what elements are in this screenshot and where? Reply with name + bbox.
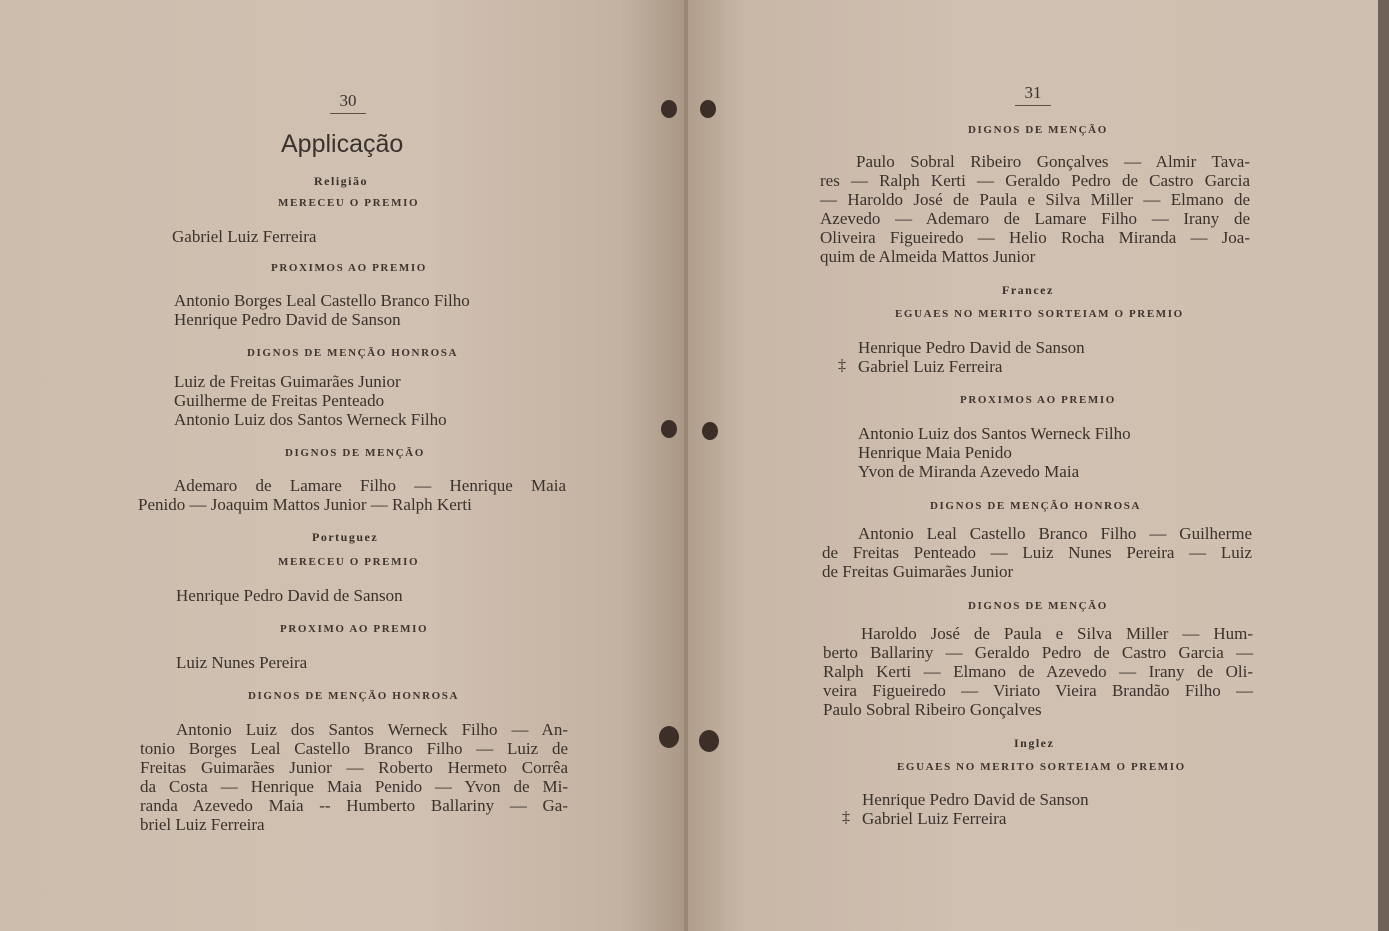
subject-heading: Portuguez	[312, 530, 379, 544]
name-line: Antonio Luiz dos Santos Werneck Filho	[858, 424, 1131, 443]
subject-heading: Inglez	[1014, 736, 1055, 750]
subject-heading: Francez	[1002, 283, 1054, 297]
binding-hole	[700, 100, 716, 118]
caption: PROXIMO AO PREMIO	[280, 623, 429, 635]
name-line: Gabriel Luiz Ferreira	[862, 809, 1007, 828]
page-number: 31	[1003, 83, 1063, 106]
caption: EGUAES NO MERITO SORTEIAM O PREMIO	[895, 308, 1184, 320]
name-line: Luiz Nunes Pereira	[176, 653, 308, 672]
paragraph: Ademaro de Lamare Filho — Henrique Maia Penido — Joaquim Mattos Junior — Ralph Kerti	[138, 476, 566, 514]
caption: MERECEU O PREMIO	[278, 197, 420, 209]
name-line: Luiz de Freitas Guimarães Junior	[174, 372, 401, 391]
caption: DIGNOS DE MENÇÃO HONROSA	[247, 347, 459, 359]
name-line: Henrique Pedro David de Sanson	[858, 338, 1085, 357]
page-title: Applicação	[281, 130, 404, 158]
right-page	[688, 0, 1378, 931]
caption: MERECEU O PREMIO	[278, 556, 420, 568]
name-line: Antonio Borges Leal Castello Branco Filho	[174, 291, 470, 310]
caption: PROXIMOS AO PREMIO	[271, 262, 427, 274]
name-line: Henrique Maia Penido	[858, 443, 1012, 462]
binding-hole	[661, 100, 677, 118]
name-line: Guilherme de Freitas Penteado	[174, 391, 385, 410]
name-line: Henrique Pedro David de Sanson	[174, 310, 401, 329]
name-line: Henrique Pedro David de Sanson	[176, 586, 403, 605]
paragraph: Haroldo José de Paula e Silva Miller — Hum- berto Ballariny — Geraldo Pedro de Castro Garcia — Ralph Kerti — Elmano de Azevedo — Irany de Oli- veira Figueiredo — Viriato Vieira Brandão Filho — Paulo Sobral Ribeiro Gonçalves	[823, 624, 1253, 719]
caption: EGUAES NO MERITO SORTEIAM O PREMIO	[897, 761, 1186, 773]
name-line: Gabriel Luiz Ferreira	[172, 227, 317, 246]
binding-hole	[699, 730, 719, 752]
caption: DIGNOS DE MENÇÃO HONROSA	[930, 500, 1142, 512]
paragraph: Antonio Leal Castello Branco Filho — Guilherme de Freitas Penteado — Luiz Nunes Pereira — Luiz de Freitas Guimarães Junior	[822, 524, 1252, 581]
paragraph: Antonio Luiz dos Santos Werneck Filho — An- tonio Borges Leal Castello Branco Filho — Luiz de Freitas Guimarães Junior — Roberto Hermeto Corrêa da Costa — Henrique Maia Penido — Yvon de Mi- randa Azevedo Maia -- Humberto Ballariny — Ga- briel Luiz Ferreira	[140, 720, 568, 834]
book-edge	[1378, 0, 1389, 931]
name-line: Gabriel Luiz Ferreira	[858, 357, 1003, 376]
binding-hole	[702, 422, 718, 440]
dagger-mark: ‡	[842, 809, 850, 826]
subject-heading: Religião	[314, 174, 368, 188]
name-line: Henrique Pedro David de Sanson	[862, 790, 1089, 809]
name-line: Yvon de Miranda Azevedo Maia	[858, 462, 1080, 481]
binding-hole	[661, 420, 677, 438]
caption: DIGNOS DE MENÇÃO	[285, 447, 425, 459]
caption: DIGNOS DE MENÇÃO	[968, 600, 1108, 612]
caption: PROXIMOS AO PREMIO	[960, 394, 1116, 406]
left-page	[0, 0, 688, 931]
binding-hole	[659, 726, 679, 748]
paragraph: Paulo Sobral Ribeiro Gonçalves — Almir Tava- res — Ralph Kerti — Geraldo Pedro de Castro Garcia — Haroldo José de Paula e Silva Miller — Elmano de Azevedo — Ademaro de Lamare Filho — Irany de Oliveira Figueiredo — Helio Rocha Miranda — Joa- quim de Almeida Mattos Junior	[820, 152, 1250, 266]
caption: DIGNOS DE MENÇÃO HONROSA	[248, 690, 460, 702]
page-number: 30	[318, 91, 378, 114]
name-line: Antonio Luiz dos Santos Werneck Filho	[174, 410, 447, 429]
caption: DIGNOS DE MENÇÃO	[968, 124, 1108, 136]
dagger-mark: ‡	[838, 357, 846, 374]
